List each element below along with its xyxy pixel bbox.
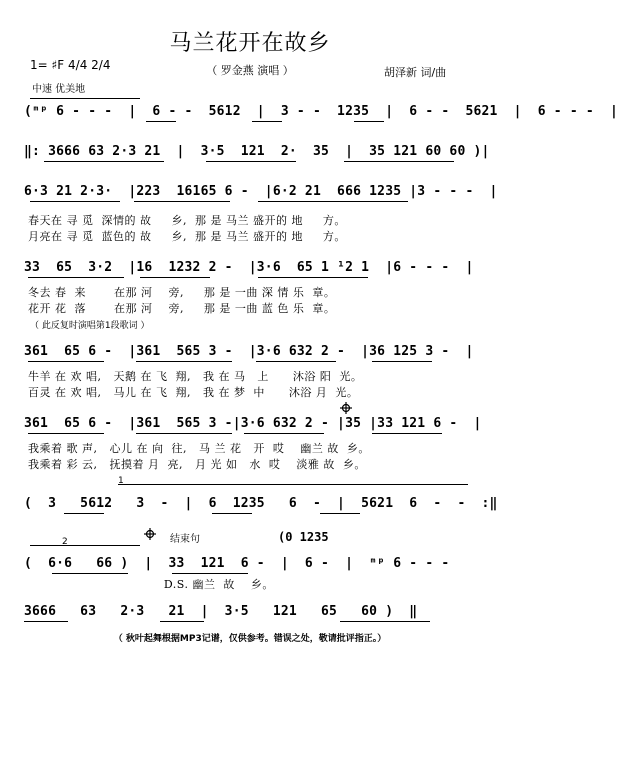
- beam-line: [28, 361, 104, 362]
- score-system-4: 33 65 3·2 |16 1232 2 - |3·6 65 1 ¹2 1 |6 - - - |: [24, 260, 474, 275]
- beam-line: [320, 513, 360, 514]
- score-system-3: 6·3 21 2·3· |223 16165 6 - |6·2 21 666 1235 |3 - - - |: [24, 184, 498, 199]
- beam-line: [30, 201, 120, 202]
- beam-line: [206, 161, 296, 162]
- beam-line: [44, 161, 164, 162]
- lyrics-verse2-line1: 月亮在 寻 觅 蓝色的 故 乡, 那 是 马兰 盛开的 地 方。: [28, 230, 346, 243]
- beam-line: [252, 121, 282, 122]
- ending-1-number: 1: [118, 476, 124, 486]
- beam-line: [258, 201, 408, 202]
- key-signature: 1= ♯F 4/4 2/4: [30, 58, 111, 72]
- song-title: 马兰花开在故乡: [169, 31, 331, 56]
- beam-line: [64, 513, 104, 514]
- beam-line: [354, 121, 384, 122]
- beam-line: [136, 433, 232, 434]
- beam-line: [140, 277, 210, 278]
- composer-credit: 胡泽新 词/曲: [384, 66, 447, 79]
- beam-line: [344, 161, 454, 162]
- score-system-5: 361 65 6 - |361 565 3 - |3·6 632 2 - |36 125 3 - |: [24, 344, 474, 359]
- lyrics-verse1-line1: 春天在 寻 觅 深情的 故 乡, 那 是 马兰 盛开的 地 方。: [28, 214, 346, 227]
- singer-credit: （ 罗金燕 演唱 ）: [206, 64, 294, 77]
- beam-line: [134, 201, 230, 202]
- beam-line: [172, 573, 248, 574]
- score-system-2: ‖: 3666 63 2·3 21 | 3·5 121 2· 35 | 35 121 60 60 )|: [24, 144, 490, 159]
- beam-line: [340, 621, 430, 622]
- coda-tail-notes: (0 1235: [278, 530, 329, 544]
- score-system-7: ( 3 5612 3 - | 6 1235 6 - | 5621 6 - - :‖: [24, 496, 498, 511]
- lyrics-verse1-line2: 冬去 春 来 在那 河 旁, 那 是 一曲 深 情 乐 章。: [28, 286, 336, 299]
- beam-line: [52, 573, 128, 574]
- coda-sign-icon: [144, 528, 156, 540]
- beam-line: [244, 433, 324, 434]
- score-system-6: 361 65 6 - |361 565 3 -|3·6 632 2 - |35 |33 121 6 - |: [24, 416, 482, 431]
- tempo-marking: 中速 优美地: [32, 84, 86, 95]
- slur-line: [30, 98, 140, 99]
- coda-sign-icon: [340, 402, 352, 414]
- beam-line: [256, 361, 336, 362]
- beam-line: [28, 433, 104, 434]
- lyrics-ds-ending: D.S. 幽兰 故 乡。: [28, 578, 274, 591]
- ending-1-bracket: [118, 484, 468, 485]
- beam-line: [212, 513, 252, 514]
- beam-line: [146, 121, 176, 122]
- beam-line: [136, 361, 232, 362]
- lyrics-verse2-line2: 花开 花 落 在那 河 旁, 那 是 一曲 蓝 色 乐 章。: [28, 302, 336, 315]
- score-system-8: ( 6·6 66 ) | 33 121 6 - | 6 - | ᵐᵖ 6 - - -: [24, 556, 450, 571]
- lyrics-verse1-line4: 我乘着 歌 声, 心儿 在 向 往, 马 兰 花 开 哎 幽兰 故 乡。: [28, 442, 370, 455]
- transcriber-note: （ 秋叶起舞根据MP3记谱，仅供参考。错误之处，敬请批评指正。）: [113, 634, 387, 644]
- beam-line: [28, 277, 124, 278]
- beam-line: [372, 361, 432, 362]
- repeat-note: （ 此反复时演唱第1段歌词 ）: [30, 321, 150, 331]
- beam-line: [160, 621, 204, 622]
- lyrics-verse1-line3: 牛羊 在 欢 唱, 天鹅 在 飞 翔, 我 在 马 上 沐浴 阳 光。: [28, 370, 363, 383]
- ending-2-bracket: [30, 545, 140, 546]
- score-system-9: 3666 63 2·3 21 | 3·5 121 65 60 ) ‖: [24, 604, 418, 619]
- beam-line: [258, 277, 368, 278]
- coda-label: 结束句: [170, 534, 200, 545]
- lyrics-verse2-line4: 我乘着 彩 云, 抚摸着 月 亮, 月 光 如 水 哎 淡雅 故 乡。: [28, 458, 366, 471]
- score-system-1: (ᵐᵖ 6 - - - | 6 - - 5612 | 3 - - 1235 | 6 - - 5621 | 6 - - - |: [24, 104, 618, 119]
- beam-line: [24, 621, 68, 622]
- beam-line: [372, 433, 442, 434]
- lyrics-verse2-line3: 百灵 在 欢 唱, 马儿 在 飞 翔, 我 在 梦 中 沐浴 月 光。: [28, 386, 359, 399]
- ending-2-number: 2: [62, 537, 68, 547]
